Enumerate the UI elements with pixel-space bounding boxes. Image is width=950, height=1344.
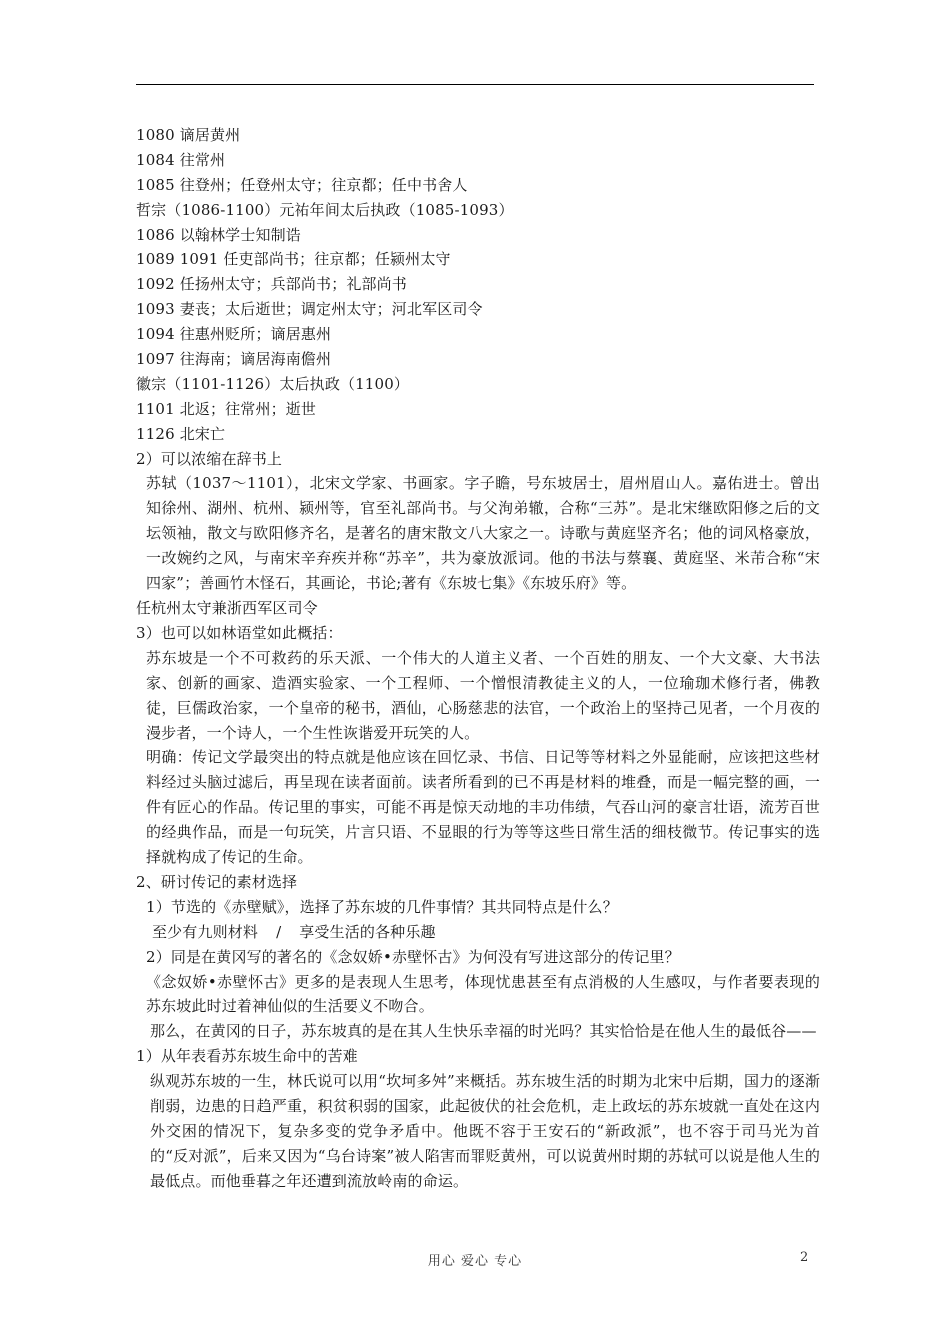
section-heading: 3）也可以如林语堂如此概括： [136,623,343,642]
document-body [136,123,820,1194]
hangzhou-note: 任杭州太守兼浙西军区司令 [136,599,318,617]
timeline-entry: 1097 往海南；谪居海南儋州 [136,350,332,369]
answer-common-trait: 享受生活的各种乐趣 [299,922,436,941]
timeline-entry: 1084 往常州 [136,150,226,169]
hardship-paragraph: 纵观苏东坡的一生，林氏说可以用“坎坷多舛”来概括。苏东坡生活的时期为北宋中后期，国力的逐渐削弱，边患的日趋严重，积贫积弱的国家，此起彼伏的社会危机，走上政坛的苏东坡就一直处在这内外交困的情况下，复杂多变的党争矛盾中。他既不容于王安石的“新政派”，也不容于司马光为首的“反对派”，后来又因为“乌台诗案”被人陷害而罪贬黄州，可以说黄州时期的苏轼可以说是他人生的最低点。而他垂暮之年还遭到流放岭南的命运。 [150,1072,820,1190]
question-1-answer [136,920,820,945]
footer-motto: 用心 爱心 专心 [427,1254,523,1269]
timeline-entry: 1089 1091 任吏部尚书；往京都；任颍州太守 [136,250,451,269]
timeline-entry: 徽宗（1101-1126）太后执政（1100） [136,374,410,393]
section-heading: 2）可以浓缩在辞书上 [136,449,283,468]
header-rule [136,84,814,85]
timeline-entry: 1126 北宋亡 [136,424,226,443]
section-heading: 1）从年表看苏东坡生命中的苦难 [136,1047,358,1066]
question-2: 2）同是在黄冈写的著名的《念奴娇•赤壁怀古》为何没有写进这部分的传记里？ [146,947,680,966]
question-2-answer: 《念奴娇•赤壁怀古》更多的是表现人生思考，体现忧患甚至有点消极的人生感叹，与作者要表现的苏东坡此时过着神仙似的生活要义不吻合。 [146,972,820,1016]
dictionary-entry-paragraph: 苏轼（1037～1101），北宋文学家、书画家。字子瞻，号东坡居士，眉州眉山人。嘉佑进士。曾出知徐州、湖州、杭州、颍州等，官至礼部尚书。与父洵弟辙，合称“三苏”。是北宋继欧阳修之后的文坛领袖，散文与欧阳修齐名，是著名的唐宋散文八大家之一。诗歌与黄庭坚齐名；他的词风格豪放，一改婉约之风，与南宋辛弃疾并称“苏辛”，共为豪放派词。他的书法与蔡襄、黄庭坚、米芾合称“宋四家”；善画竹木怪石，其画论，书论;著有《东坡七集》《东坡乐府》等。 [146,474,820,593]
section-heading: 2、研讨传记的素材选择 [136,872,298,891]
transition-paragraph: 那么，在黄冈的日子，苏东坡真的是在其人生快乐幸福的时光吗？其实恰恰是在他人生的最低谷—— [150,1022,817,1041]
timeline-entry: 1086 以翰林学士知制诰 [136,225,301,244]
timeline-entry: 1094 往惠州贬所；谪居惠州 [136,325,332,344]
timeline-entry: 哲宗（1086-1100）元祐年间太后执政（1085-1093） [136,200,514,219]
answer-material-count: 至少有九则材料 [152,922,259,941]
timeline-entry: 1093 妻丧；太后逝世；调定州太守；河北军区司令 [136,300,483,319]
timeline-entry: 1080 谪居黄州 [136,126,241,144]
lin-yutang-summary-paragraph: 苏东坡是一个不可救药的乐天派、一个伟大的人道主义者、一个百姓的朋友、一个大文豪、大书法家、创新的画家、造酒实验家、一个工程师、一个憎恨清教徒主义的人，一位瑜珈术修行者，佛教徒，巨儒政治家，一个皇帝的秘书，酒仙，心肠慈悲的法官，一个政治上的坚持己见者，一个月夜的漫步者，一个诗人，一个生性诙谐爱开玩笑的人。 [146,648,820,742]
question-1: 1）节选的《赤壁赋》，选择了苏东坡的几件事情？其共同特点是什么？ [146,897,618,916]
answer-marker: / [276,922,282,941]
timeline-entry: 1092 任扬州太守；兵部尚书；礼部尚书 [136,275,407,294]
timeline-entry: 1085 往登州；任登州太守；往京都；任中书舍人 [136,175,468,194]
timeline-list [136,123,820,447]
page-number: 2 [800,1250,809,1265]
timeline-entry: 1101 北返；往常州；逝世 [136,399,317,418]
clarification-paragraph: 明确：传记文学最突出的特点就是他应该在回忆录、书信、日记等等材料之外显能耐，应该把这些材料经过头脑过滤后，再呈现在读者面前。读者所看到的已不再是材料的堆叠，而是一幅完整的画，一件有匠心的作品。传记里的事实，可能不再是惊天动地的丰功伟绩，气吞山河的豪言壮语，流芳百世的经典作品，而是一句玩笑，片言只语、不显眼的行为等等这些日常生活的细枝微节。传记事实的选择就构成了传记的生命。 [146,748,820,867]
